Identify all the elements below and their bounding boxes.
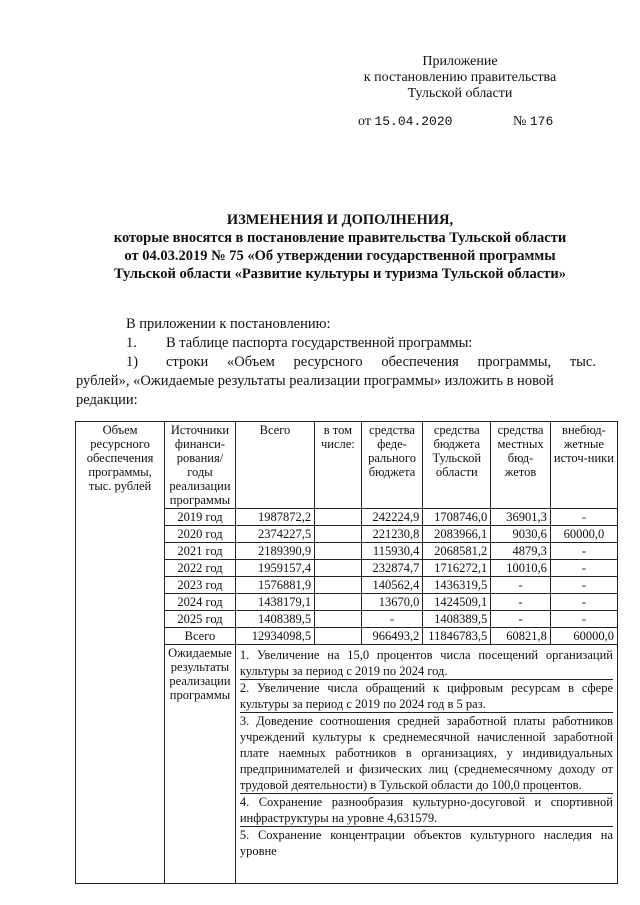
- cell-extrabudget: -: [550, 543, 617, 560]
- cell-local: -: [491, 611, 551, 628]
- cell-local: -: [491, 577, 551, 594]
- cell-extrabudget: -: [550, 594, 617, 611]
- item-number-2: 1): [126, 354, 139, 370]
- cell-empty: [315, 509, 362, 526]
- header-including: в том числе:: [315, 422, 362, 509]
- cell-local: 36901,3: [491, 509, 551, 526]
- cell-empty: [315, 611, 362, 628]
- heading-line-4: Тульской области «Развитие культуры и туризма Тульской области»: [114, 266, 566, 282]
- cell-total: 1987872,2: [235, 509, 314, 526]
- cell-regional: 2068581,2: [423, 543, 491, 560]
- paragraph-3-first-text: строки «Объем ресурсного обеспечения программы, тыс.: [166, 354, 596, 370]
- cell-total: 1959157,4: [235, 560, 314, 577]
- cell-federal: 232874,7: [361, 560, 423, 577]
- cell-year: Всего: [165, 628, 236, 645]
- cell-empty: [315, 594, 362, 611]
- heading-line-2: которые вносятся в постановление правительства Тульской области: [113, 230, 567, 246]
- appendix-line-3: Тульской области: [407, 86, 513, 101]
- cell-extrabudget: 60000,0: [550, 628, 617, 645]
- result-item: 3. Доведение соотношения средней заработной платы работников учреждений культуры к среднемесячной начисленной заработной плате наемных работников в организациях, у индивидуальных предпринимателей и физических лиц (среднемесячному доходу от трудовой деятельности) в Тульской области до 100,0 процентов.: [239, 714, 613, 792]
- cell-year: 2025 год: [165, 611, 236, 628]
- cell-federal: 242224,9: [361, 509, 423, 526]
- cell-extrabudget: -: [550, 560, 617, 577]
- row-label-results: Ожидаемые результаты реализации программы: [165, 645, 236, 884]
- cell-regional: 2083966,1: [423, 526, 491, 543]
- date-prefix: от: [358, 114, 371, 129]
- header-source: Источники финанси-рования/ годы реализации программы: [165, 422, 236, 509]
- header-local: средства местных бюд-жетов: [491, 422, 551, 509]
- cell-federal: 140562,4: [361, 577, 423, 594]
- cell-regional: 1716272,1: [423, 560, 491, 577]
- cell-regional: 1708746,0: [423, 509, 491, 526]
- cell-local: 9030,6: [491, 526, 551, 543]
- cell-extrabudget: -: [550, 509, 617, 526]
- number-prefix: №: [513, 114, 527, 129]
- cell-federal: 221230,8: [361, 526, 423, 543]
- header-extrabudget: внебюд-жетные источ-ники: [550, 422, 617, 509]
- result-item: 2. Увеличение числа обращений к цифровым ресурсам в сфере культуры за период с 2019 по 2024 год в 5 раз.: [239, 681, 613, 711]
- heading-line-1: ИЗМЕНЕНИЯ И ДОПОЛНЕНИЯ,: [226, 212, 454, 228]
- result-item: 5. Сохранение концентрации объектов культурного наследия на уровне: [239, 828, 613, 858]
- paragraph-3-rest: рублей», «Ожидаемые результаты реализации программы» изложить в новой редакции:: [76, 373, 554, 408]
- results-cell: [235, 645, 617, 884]
- cell-extrabudget: -: [550, 577, 617, 594]
- cell-empty: [315, 560, 362, 577]
- cell-empty: [315, 526, 362, 543]
- cell-year: 2022 год: [165, 560, 236, 577]
- cell-regional: 1424509,1: [423, 594, 491, 611]
- cell-total: 2374227,5: [235, 526, 314, 543]
- document-number: 176: [529, 114, 554, 129]
- cell-empty: [315, 577, 362, 594]
- appendix-block: [350, 54, 570, 102]
- cell-total: 1438179,1: [235, 594, 314, 611]
- paragraph-2-text: В таблице паспорта государственной программы:: [166, 335, 473, 351]
- paragraph-2: [76, 334, 596, 353]
- document-heading: [80, 211, 600, 283]
- cell-federal: 115930,4: [361, 543, 423, 560]
- date-line: [358, 114, 554, 130]
- cell-year: 2019 год: [165, 509, 236, 526]
- header-regional: средства бюджета Тульской области: [423, 422, 491, 509]
- cell-local: -: [491, 594, 551, 611]
- appendix-line-1: Приложение: [422, 54, 498, 69]
- appendix-line-2: к постановлению правительства: [363, 70, 557, 85]
- cell-local: 60821,8: [491, 628, 551, 645]
- cell-total: 1408389,5: [235, 611, 314, 628]
- cell-regional: 11846783,5: [423, 628, 491, 645]
- cell-year: 2023 год: [165, 577, 236, 594]
- results-list: [240, 647, 613, 859]
- cell-regional: 1436319,5: [423, 577, 491, 594]
- heading-line-3: от 04.03.2019 № 75 «Об утверждении государственной программы: [124, 248, 556, 264]
- cell-total: 1576881,9: [235, 577, 314, 594]
- paragraph-3-first: [76, 353, 596, 372]
- row-label-resources: Объем ресурсного обеспечения программы, тыс. рублей: [76, 422, 165, 884]
- cell-federal: 13670,0: [361, 594, 423, 611]
- passport-table: [75, 421, 618, 884]
- cell-total: 12934098,5: [235, 628, 314, 645]
- document-number-wrap: [513, 114, 553, 130]
- cell-year: 2020 год: [165, 526, 236, 543]
- result-item: 1. Увеличение на 15,0 процентов числа посещений организаций культуры за период с 2019 по 2024 год.: [239, 648, 613, 678]
- paragraph-1: В приложении к постановлению:: [126, 316, 331, 332]
- cell-local: 4879,3: [491, 543, 551, 560]
- cell-federal: -: [361, 611, 423, 628]
- cell-local: 10010,6: [491, 560, 551, 577]
- cell-empty: [315, 628, 362, 645]
- cell-total: 2189390,9: [235, 543, 314, 560]
- cell-regional: 1408389,5: [423, 611, 491, 628]
- document-date: 15.04.2020: [374, 114, 453, 129]
- cell-federal: 966493,2: [361, 628, 423, 645]
- cell-extrabudget: 60000,0: [550, 526, 617, 543]
- table-header-row: [76, 422, 618, 509]
- cell-empty: [315, 543, 362, 560]
- cell-extrabudget: -: [550, 611, 617, 628]
- result-item: 4. Сохранение разнообразия культурно-досуговой и спортивной инфраструктуры на уровне 4,631579.: [239, 795, 613, 825]
- body-text: [76, 315, 596, 410]
- cell-year: 2024 год: [165, 594, 236, 611]
- cell-year: 2021 год: [165, 543, 236, 560]
- header-federal: средства феде-рального бюджета: [361, 422, 423, 509]
- header-total: Всего: [235, 422, 314, 509]
- item-number-1: 1.: [126, 335, 137, 351]
